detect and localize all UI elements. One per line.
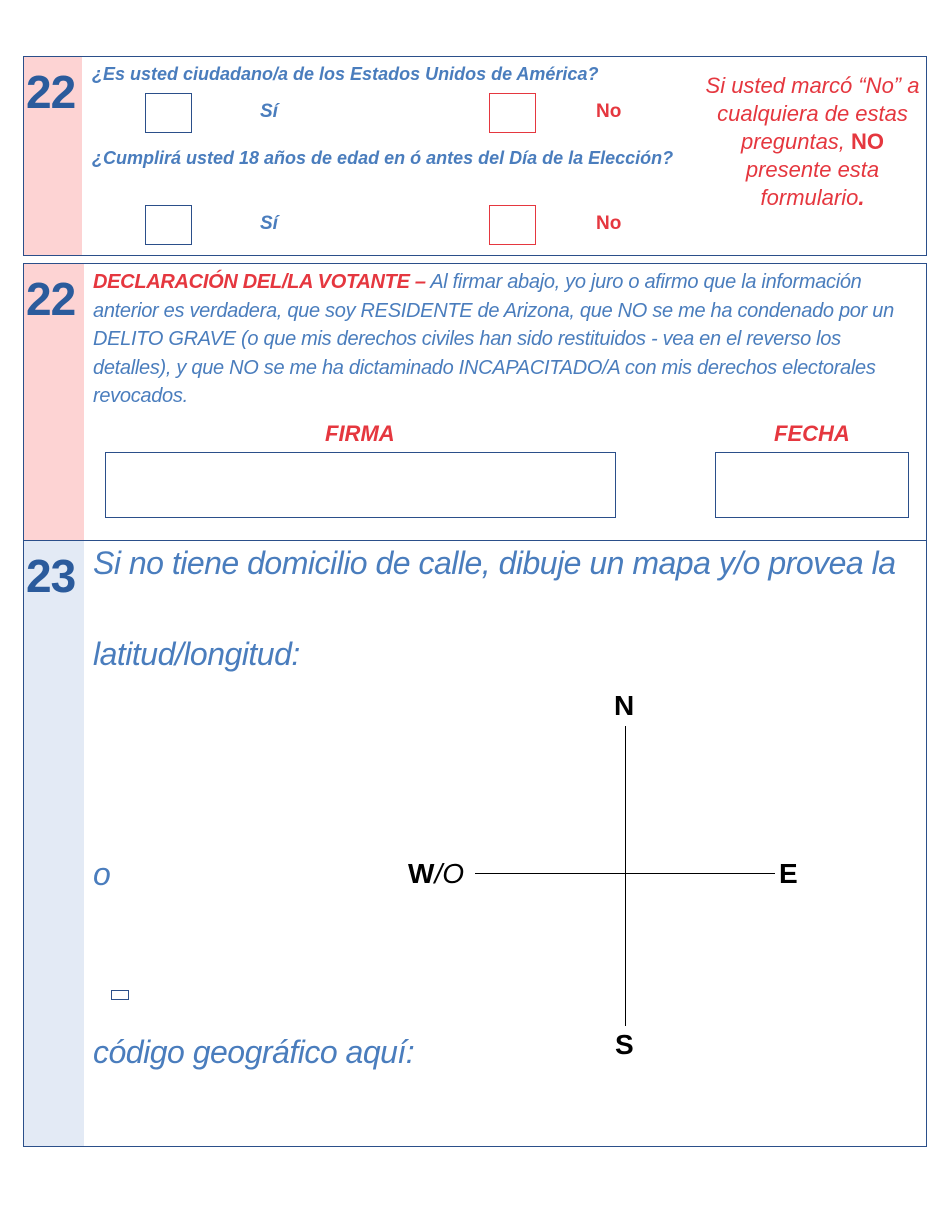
- geocode-label: código geográfico aquí:: [93, 1034, 415, 1070]
- declaration-title: DECLARACIÓN DEL/LA VOTANTE –: [93, 271, 426, 293]
- date-label: FECHA: [774, 421, 850, 446]
- warning-no-emphasis: NO: [851, 129, 885, 154]
- compass-horizontal-axis: [475, 873, 775, 874]
- age-yes-checkbox[interactable]: [145, 205, 192, 245]
- compass-south: S: [615, 1029, 634, 1060]
- compass-west-en: W: [408, 858, 435, 889]
- voter-declaration: [93, 268, 918, 411]
- compass-vertical-axis: [625, 726, 626, 1026]
- citizen-yes-label: Sí: [260, 101, 278, 122]
- ineligibility-warning: [705, 72, 920, 212]
- section-number-band: [24, 541, 84, 1146]
- compass-north: N: [614, 690, 635, 721]
- signature-label: FIRMA: [325, 421, 395, 446]
- date-field[interactable]: [715, 452, 909, 518]
- compass-west-es: /O: [434, 858, 464, 889]
- age-no-checkbox[interactable]: [489, 205, 536, 245]
- map-instruction: Si no tiene domicilio de calle, dibuje un mapa y/o provea la: [93, 545, 896, 581]
- lat-long-label: latitud/longitud:: [93, 636, 300, 672]
- age-no-label: No: [596, 213, 622, 234]
- declaration-text: Al firmar abajo, yo juro o afirmo que la información anterior es verdadera, que soy RESIDENTE de Arizona, que NO se me ha condenado por un DELITO GRAVE (o que mis derechos civiles han sido restituidos - vea en el reverso los detalles), y que NO se me ha dictaminado INCAPACITADO/A con mis derechos electorales revocados.: [93, 271, 894, 407]
- warning-text: Si usted marcó “No” a cualquiera de estas preguntas,: [705, 73, 920, 154]
- or-label: o: [93, 856, 111, 892]
- signature-field[interactable]: [105, 452, 616, 518]
- age-question: ¿Cumplirá usted 18 años de edad en ó antes del Día de la Elección?: [92, 148, 674, 168]
- citizen-no-checkbox[interactable]: [489, 93, 536, 133]
- age-yes-label: Sí: [260, 213, 278, 234]
- citizenship-question: ¿Es usted ciudadano/a de los Estados Unidos de América?: [92, 64, 599, 84]
- compass-west: [408, 858, 464, 890]
- warning-period: .: [858, 185, 865, 210]
- compass-east: E: [779, 858, 798, 889]
- section-number: 23: [26, 550, 76, 602]
- section-number: 22: [26, 273, 76, 325]
- citizen-yes-checkbox[interactable]: [145, 93, 192, 133]
- section-number: 22: [26, 66, 76, 118]
- warning-text-end: presente esta formulario: [745, 157, 880, 210]
- geocode-checkbox[interactable]: [111, 990, 129, 1000]
- citizen-no-label: No: [596, 101, 622, 122]
